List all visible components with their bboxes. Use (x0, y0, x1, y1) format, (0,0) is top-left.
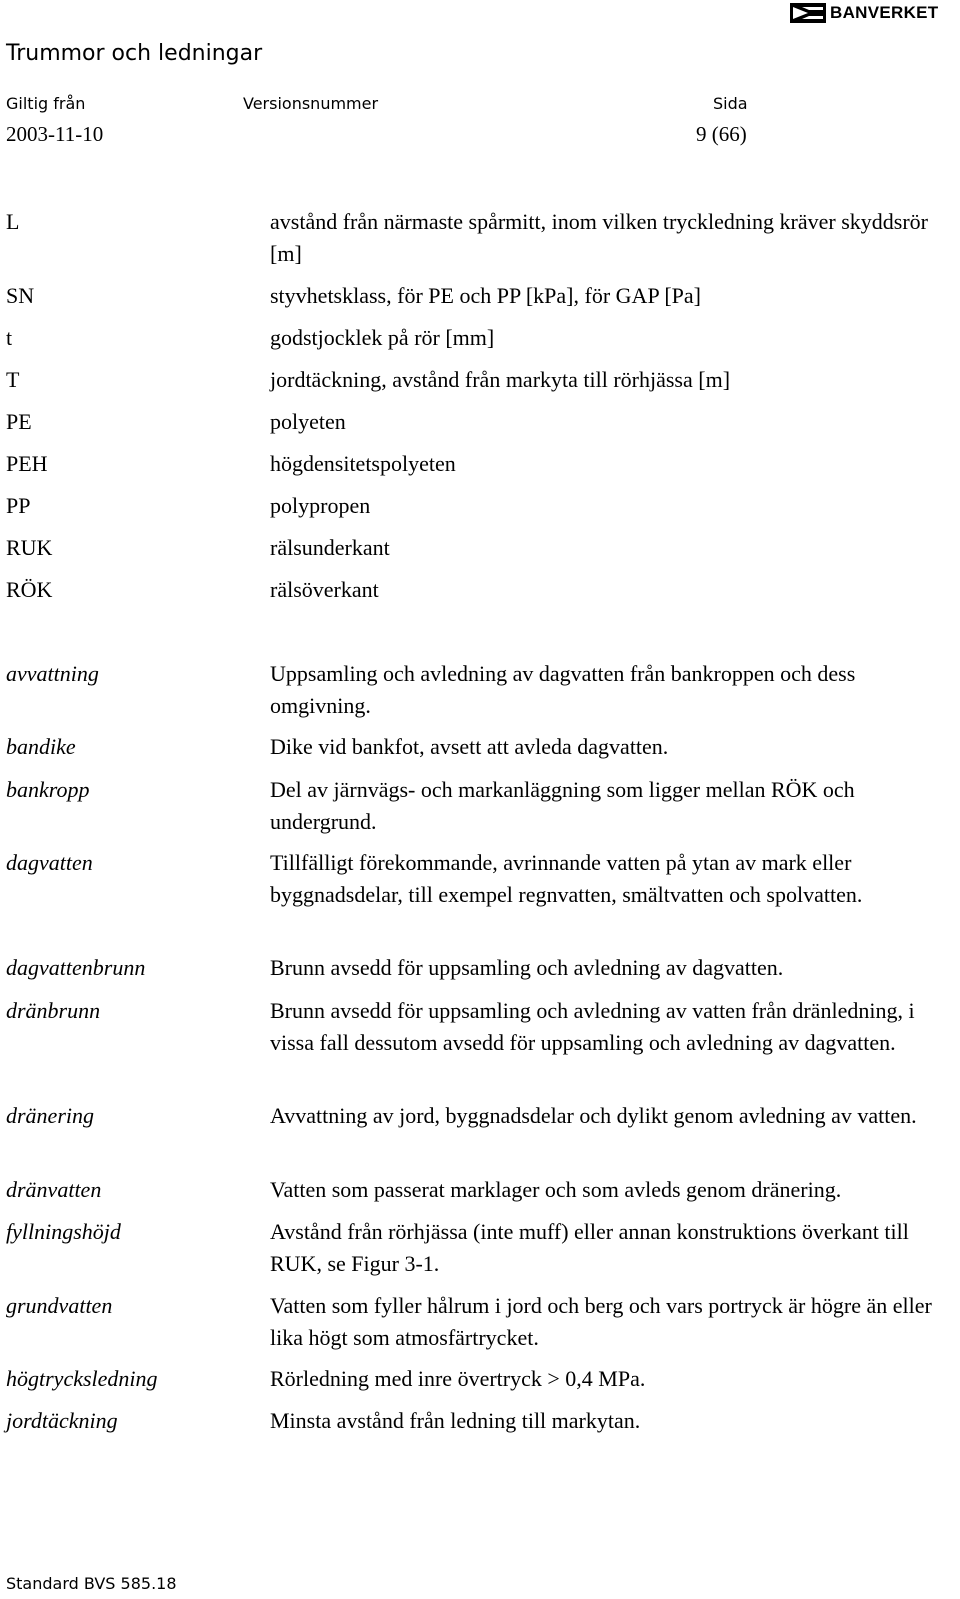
definition-desc: Brunn avsedd för uppsamling och avledning av vatten från dränledning, i vissa fall dessutom avsedd för uppsamling och avledning av dagvatten. (270, 998, 915, 1055)
valid-from-value: 2003-11-10 (6, 122, 104, 146)
definition-desc: Minsta avstånd från ledning till markytan. (270, 1408, 641, 1433)
definition-desc: Rörledning med inre övertryck > 0,4 MPa. (270, 1366, 646, 1391)
definition-desc: Avstånd från rörhjässa (inte muff) eller annan konstruktions överkant till RUK, se Figur 3-1. (270, 1219, 909, 1276)
abbreviation-term: SN (6, 283, 35, 308)
definition-desc: Tillfälligt förekommande, avrinnande vatten på ytan av mark eller byggnadsdelar, till exempel regnvatten, smältvatten och spolvatten. (270, 850, 863, 907)
definition-term: dagvattenbrunn (6, 955, 146, 980)
definition-desc: Brunn avsedd för uppsamling och avledning av dagvatten. (270, 955, 784, 980)
abbreviation-desc: polyeten (270, 409, 346, 434)
document-title: Trummor och ledningar (6, 41, 263, 66)
definition-desc: Vatten som fyller hålrum i jord och berg och vars portryck är högre än eller lika högt som atmosfärtrycket. (270, 1293, 932, 1350)
version-label: Versionsnummer (243, 94, 379, 113)
abbreviation-desc: avstånd från närmaste spårmitt, inom vilken tryckledning kräver skyddsrör [m] (270, 209, 928, 266)
definition-term: dränvatten (6, 1177, 102, 1202)
definition-desc: Dike vid bankfot, avsett att avleda dagvatten. (270, 734, 669, 759)
definition-term: fyllningshöjd (6, 1219, 121, 1244)
abbreviation-desc: rälsöverkant (270, 577, 379, 602)
abbreviation-term: t (6, 325, 13, 350)
abbreviation-term: L (6, 209, 20, 234)
definition-desc: Del av järnvägs- och markanläggning som ligger mellan RÖK och undergrund. (270, 777, 855, 834)
definition-term: dagvatten (6, 850, 93, 875)
abbreviation-term: T (6, 367, 20, 392)
definition-term: högtrycksledning (6, 1366, 158, 1391)
definition-term: grundvatten (6, 1293, 113, 1318)
definition-term: dränbrunn (6, 998, 101, 1023)
definition-term: bankropp (6, 777, 90, 802)
abbreviation-term: PEH (6, 451, 48, 476)
definition-term: jordtäckning (6, 1408, 118, 1433)
footer-standard: Standard BVS 585.18 (6, 1574, 177, 1593)
abbreviation-desc: högdensitetspolyeten (270, 451, 456, 476)
page-label: Sida (713, 94, 748, 113)
definition-term: avvattning (6, 661, 99, 686)
abbreviation-desc: styvhetsklass, för PE och PP [kPa], för GAP [Pa] (270, 283, 702, 308)
definition-term: bandike (6, 734, 76, 759)
banverket-logo (790, 2, 939, 24)
page-number: 9 (66) (696, 122, 747, 146)
abbreviation-term: RUK (6, 535, 53, 560)
abbreviation-desc: polypropen (270, 493, 371, 518)
definition-desc: Vatten som passerat marklager och som avleds genom dränering. (270, 1177, 842, 1202)
definition-desc: Uppsamling och avledning av dagvatten från bankroppen och dess omgivning. (270, 661, 856, 718)
valid-from-label: Giltig från (6, 94, 86, 113)
abbreviation-term: PE (6, 409, 32, 434)
logo-text: BANVERKET (830, 3, 939, 22)
abbreviation-desc: godstjocklek på rör [mm] (270, 325, 495, 350)
abbreviation-term: PP (6, 493, 31, 518)
definition-desc: Avvattning av jord, byggnadsdelar och dylikt genom avledning av vatten. (270, 1103, 917, 1128)
abbreviation-term: RÖK (6, 577, 53, 602)
abbreviation-desc: rälsunderkant (270, 535, 390, 560)
abbreviation-desc: jordtäckning, avstånd från markyta till rörhjässa [m] (270, 367, 731, 392)
definition-term: dränering (6, 1103, 94, 1128)
banverket-logo-icon (790, 3, 826, 23)
